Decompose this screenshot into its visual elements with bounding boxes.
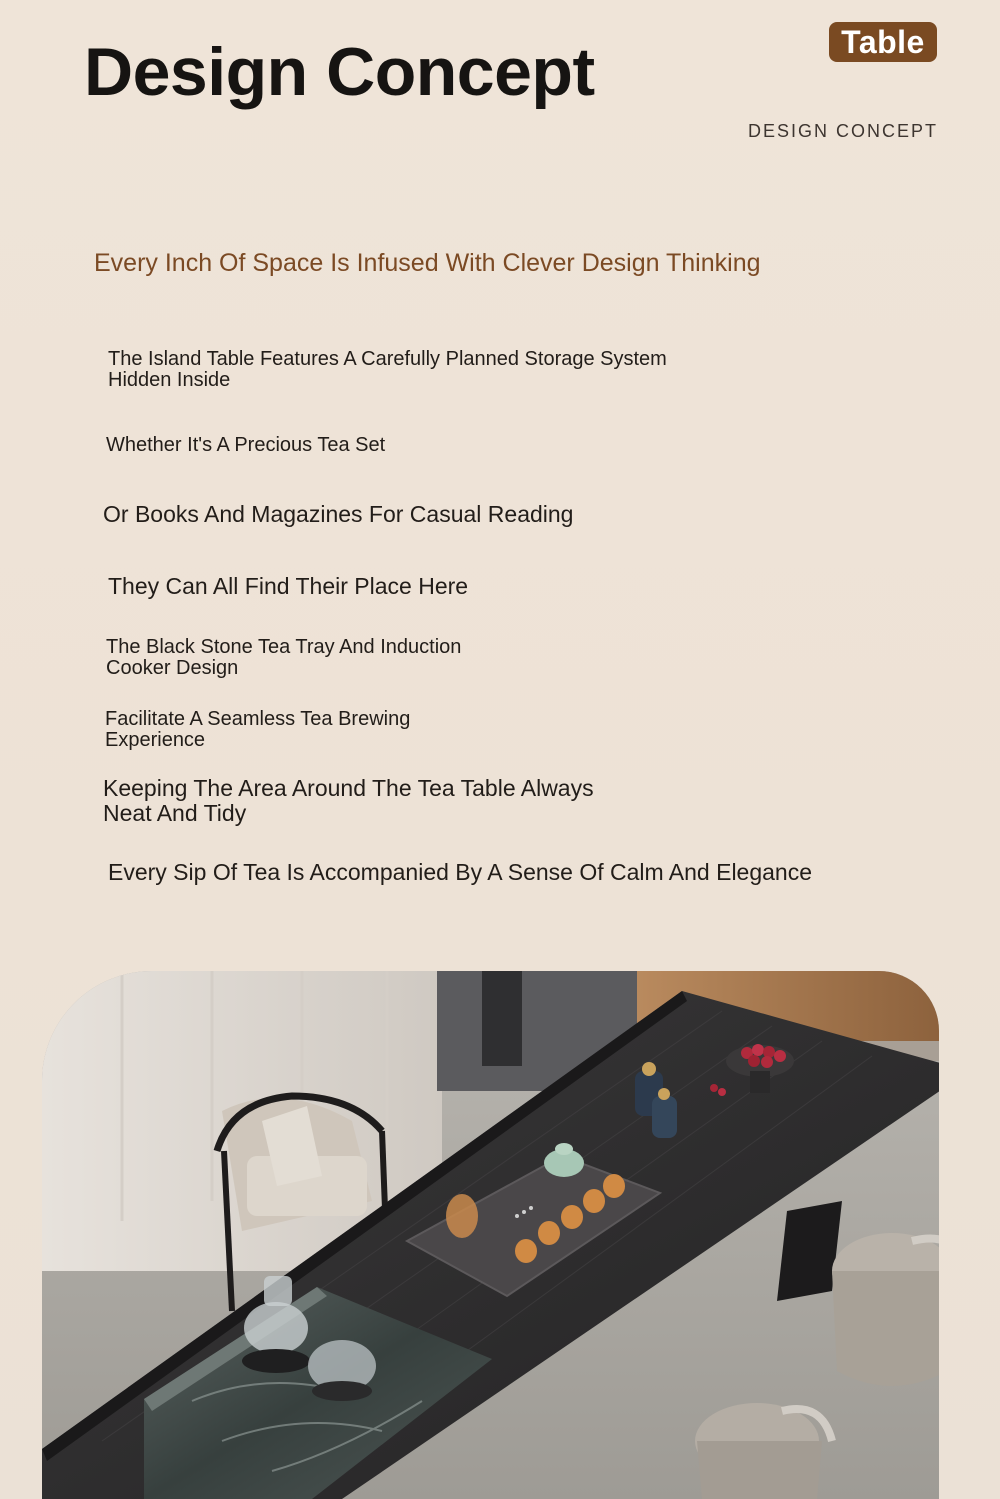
category-badge: Table	[829, 22, 937, 62]
storage-paragraph-line-2: Hidden Inside	[108, 369, 231, 392]
section-headline: Every Inch Of Space Is Infused With Clever Design Thinking	[94, 249, 761, 277]
books-paragraph: Or Books And Magazines For Casual Reading	[103, 501, 574, 527]
tea-tray-paragraph-line-1: The Black Stone Tea Tray And Induction	[106, 636, 462, 658]
tidy-paragraph-line-1: Keeping The Area Around The Tea Table Always	[103, 775, 594, 801]
brewing-paragraph-line-2: Experience	[105, 729, 206, 752]
tea-set-paragraph: Whether It's A Precious Tea Set	[106, 434, 386, 456]
storage-paragraph-line-1: The Island Table Features A Carefully Planned Storage System	[108, 348, 667, 370]
section-subtitle: DESIGN CONCEPT	[747, 121, 938, 141]
tidy-paragraph-line-2: Neat And Tidy	[103, 800, 247, 827]
page-title: Design Concept	[84, 34, 595, 110]
tidy-paragraph	[103, 776, 594, 827]
calm-paragraph: Every Sip Of Tea Is Accompanied By A Sense Of Calm And Elegance	[108, 859, 813, 885]
brewing-paragraph-line-1: Facilitate A Seamless Tea Brewing	[105, 708, 411, 730]
brewing-paragraph	[105, 709, 410, 751]
tea-tray-paragraph-line-2: Cooker Design	[106, 657, 239, 680]
tea-table-photo	[42, 971, 939, 1499]
storage-paragraph	[108, 349, 667, 391]
tea-table-illustration	[42, 971, 939, 1499]
tea-tray-paragraph	[106, 637, 461, 679]
place-paragraph: They Can All Find Their Place Here	[108, 573, 469, 599]
